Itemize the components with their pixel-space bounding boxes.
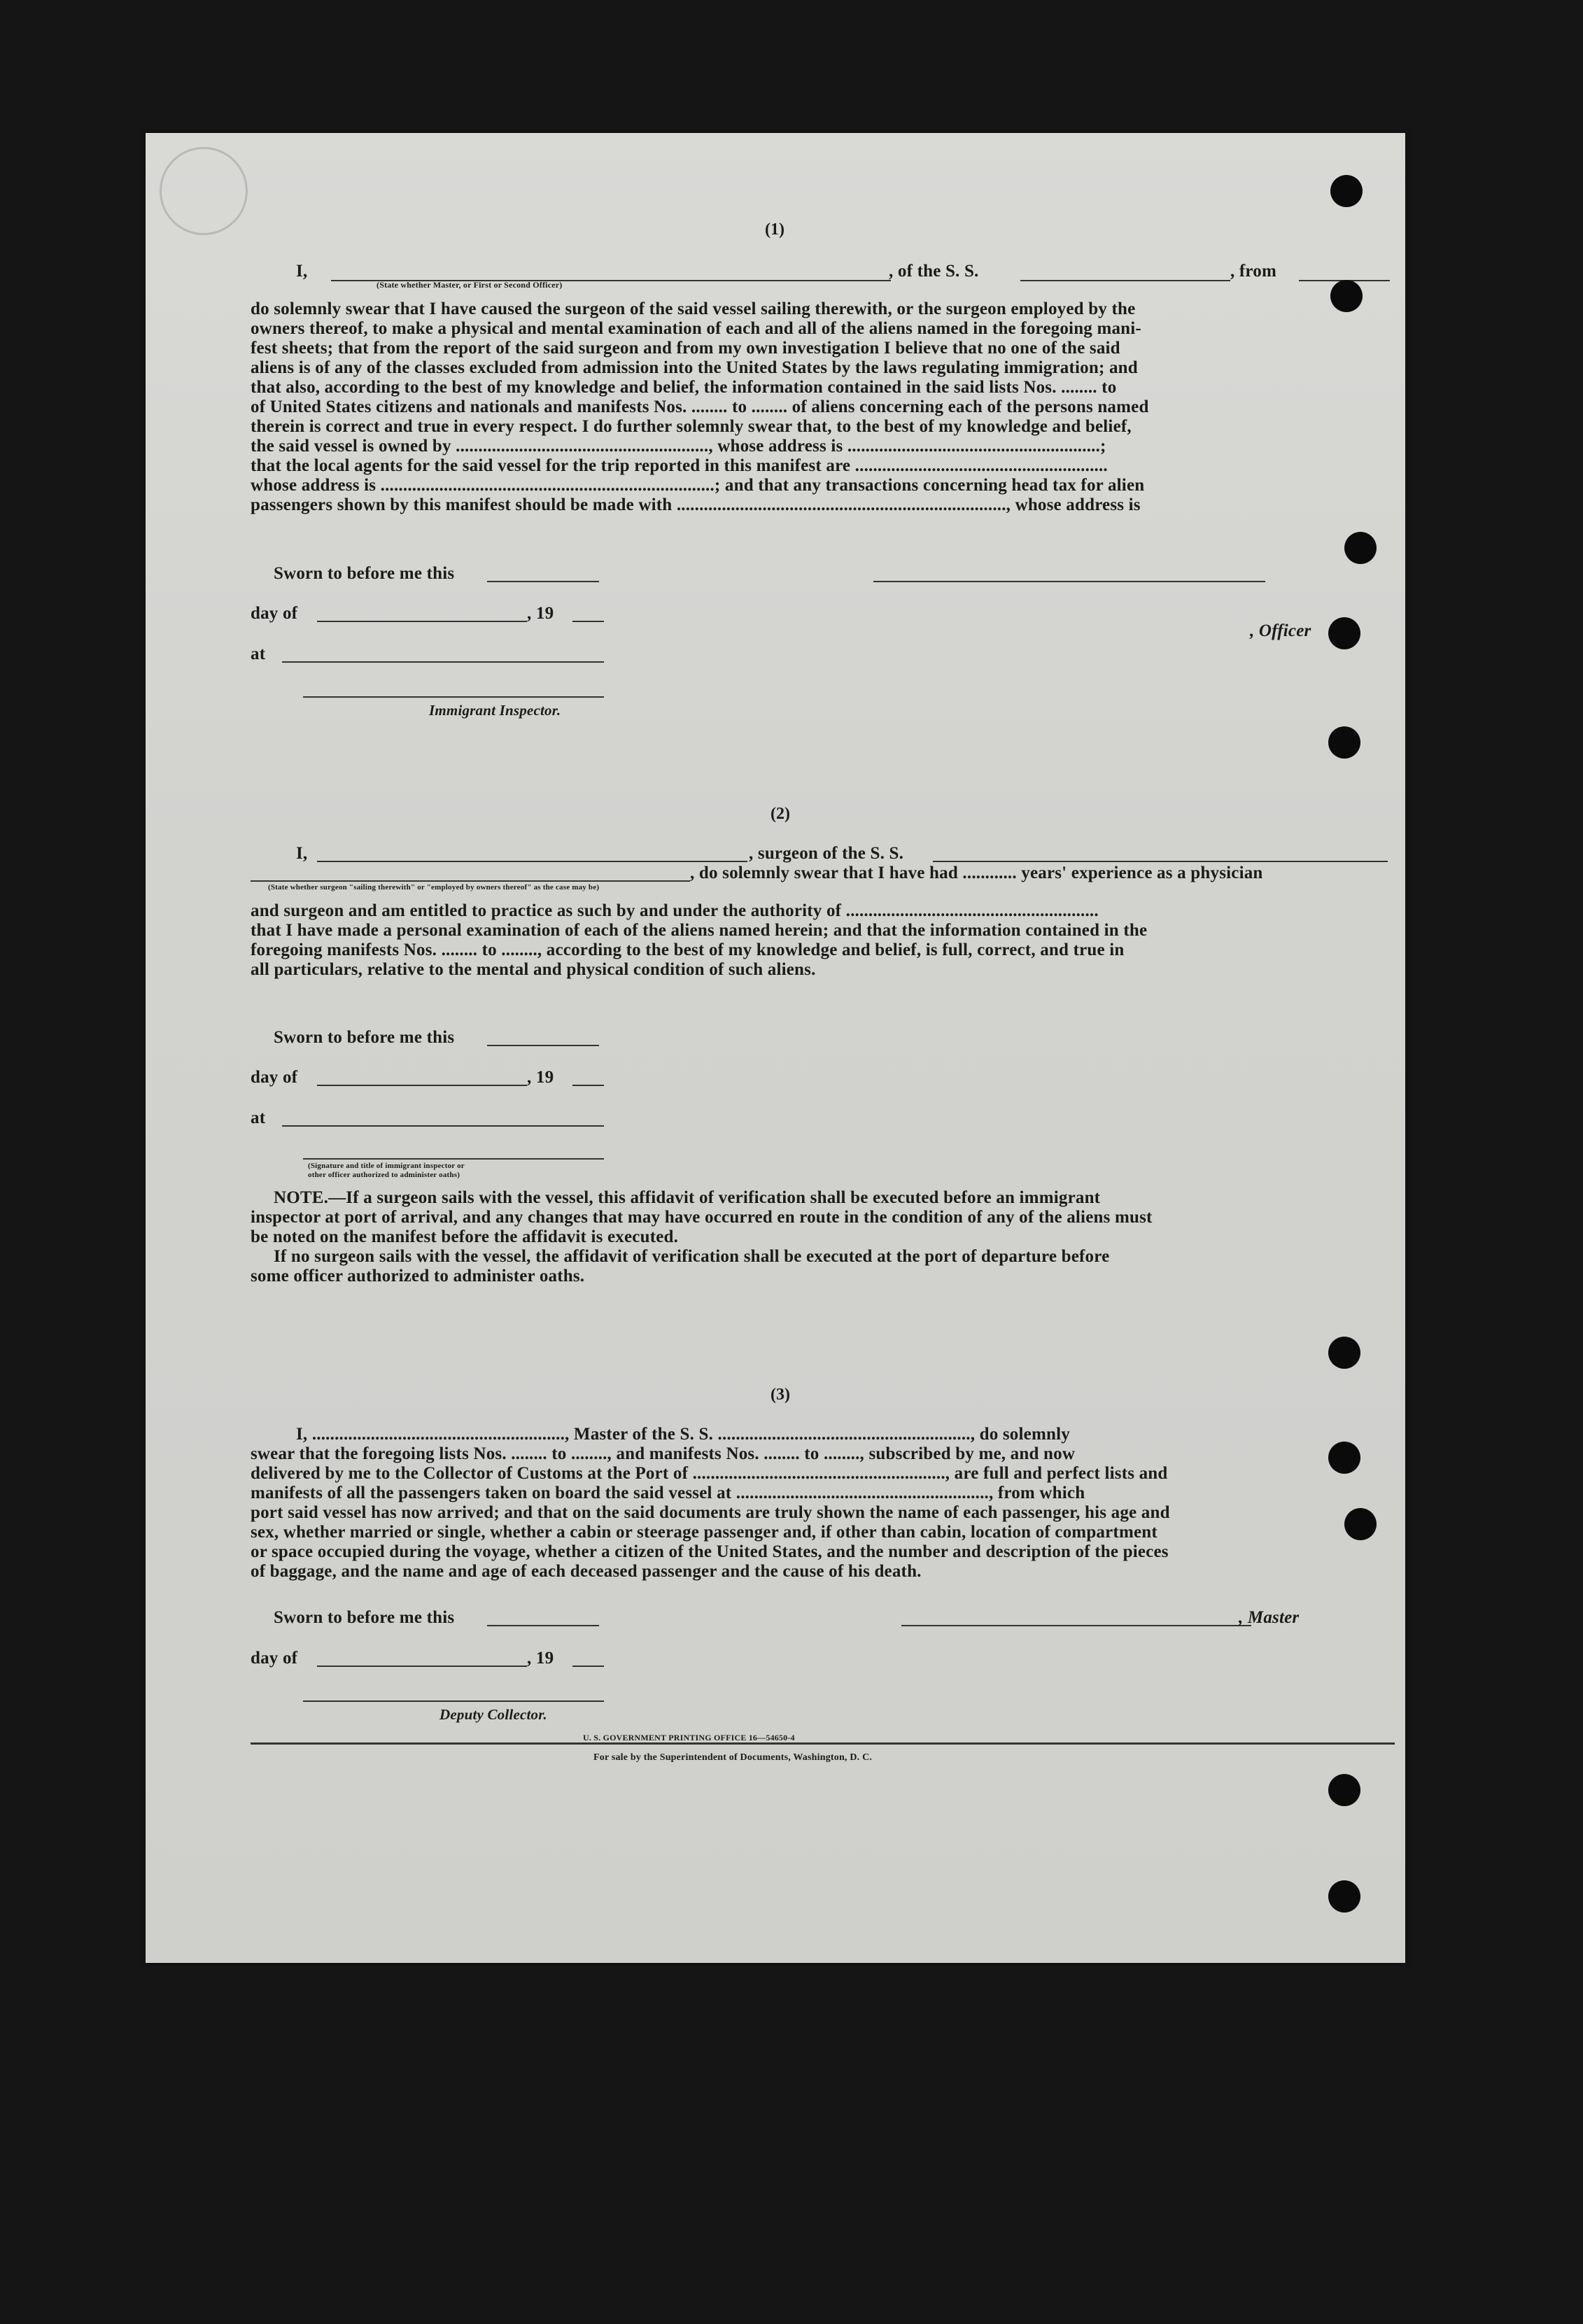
s2-note-label: NOTE. [274,1188,329,1207]
s3-master-signature-line[interactable] [901,1625,1251,1626]
binder-hole [1328,617,1360,649]
s3-deputy-line[interactable] [303,1700,604,1702]
s2-oath-surgeon: , surgeon of the S. S. [749,844,904,863]
s2-line-1: and surgeon and am entitled to practice as such by and under the authority of ........................................................ [251,901,1099,920]
s1-line-7: therein is correct and true in every respect. I do further solemnly swear that, to the best of my knowledge and belief, [251,417,1132,436]
s3-line-7: or space occupied during the voyage, whether a citizen of the United States, and the number and description of the pieces [251,1542,1169,1561]
s3-sworn-line[interactable] [487,1625,599,1626]
s3-line-4: manifests of all the passengers taken on board the said vessel at ........................................................, from which [251,1484,1085,1502]
s2-line-solemn: , do solemnly swear that I have had ............ years' experience as a physician [690,864,1263,882]
binder-hole [1344,1508,1377,1540]
s3-year-label: , 19 [527,1649,554,1668]
binder-hole [1328,1774,1360,1806]
s3-year-line[interactable] [572,1665,604,1667]
s1-line-11: passengers shown by this manifest should be made with ........................................................................., whose address is [251,495,1141,514]
faint-stamp-mark [160,147,248,235]
s2-sworn-label: Sworn to before me this [274,1028,455,1047]
s3-line-1: I, ........................................................, Master of the S. S. ........................................................, do solemnly [296,1425,1070,1444]
s2-sworn-line[interactable] [487,1045,599,1046]
s1-year-line[interactable] [572,621,604,622]
s3-line-3: delivered by me to the Collector of Customs at the Port of ........................................................, are full and perfect lists and [251,1464,1168,1483]
binder-hole [1328,1880,1360,1913]
binder-hole [1344,532,1377,564]
s2-signature-note-2: other officer authorized to administer oaths) [308,1171,460,1179]
s1-oath-of-ss: , of the S. S. [889,262,979,281]
s3-day-line[interactable] [317,1665,527,1667]
s1-vessel-name-line[interactable] [1020,280,1230,281]
s1-at-line[interactable] [282,661,604,663]
s3-sworn-label: Sworn to before me this [274,1608,455,1627]
s1-line-2: owners thereof, to make a physical and mental examination of each and all of the aliens named in the foregoing mani- [251,319,1141,338]
s1-oath-note: (State whether Master, or First or Second Officer) [377,280,563,290]
binder-hole [1328,726,1360,759]
section-2-number: (2) [771,805,790,823]
s3-line-2: swear that the foregoing lists Nos. ........ to ........, and manifests Nos. ........ to ........, subscribed by me, and now [251,1444,1076,1463]
s2-surgeon-name-line[interactable] [317,861,747,862]
s1-line-6: of United States citizens and nationals and manifests Nos. ........ to ........ of aliens concerning each of the persons named [251,397,1149,416]
s3-day-label: day of [251,1649,298,1668]
s1-line-10: whose address is ..........................................................................; and that any transactions concerning head tax for alien [251,476,1145,495]
s2-note-line-2: inspector at port of arrival, and any changes that may have occurred en route in the condition of any of the aliens must [251,1208,1153,1227]
footer-rule [251,1742,1395,1745]
binder-hole [1330,280,1363,312]
section-3-number: (3) [771,1386,790,1404]
binder-hole [1330,175,1363,207]
s2-note-line-3: be noted on the manifest before the affidavit is executed. [251,1227,679,1246]
s1-inspector-label: Immigrant Inspector. [429,702,561,719]
s1-line-8: the said vessel is owned by ........................................................, whose address is ........................................................; [251,437,1106,456]
footer-gpo: U. S. GOVERNMENT PRINTING OFFICE 16—54650-4 [583,1733,795,1742]
s1-line-4: aliens is of any of the classes excluded from admission into the United States by the laws regulating immigration; and [251,358,1138,377]
s2-line-3: foregoing manifests Nos. ........ to ........, according to the best of my knowledge and belief, is full, correct, and true in [251,941,1125,959]
s1-line-5: that also, according to the best of my knowledge and belief, the information contained in the said lists Nos. ........ to [251,378,1117,397]
s1-oath-i: I, [296,262,308,281]
s1-oath-from: , from [1230,262,1276,281]
s1-line-9: that the local agents for the said vessel for the trip reported in this manifest are ........................................................ [251,456,1108,475]
s1-line-1: do solemnly swear that I have caused the surgeon of the said vessel sailing therewith, or the surgeon employed by the [251,300,1136,318]
binder-hole [1328,1442,1360,1474]
s3-deputy-label: Deputy Collector. [439,1706,547,1723]
s1-sworn-line[interactable] [487,581,599,582]
s2-note-line-5: some officer authorized to administer oaths. [251,1267,585,1286]
s2-line-2: that I have made a personal examination of each of the aliens named herein; and that the information contained in the [251,921,1148,940]
s3-line-8: of baggage, and the name and age of each deceased passenger and the cause of his death. [251,1562,922,1581]
s2-signature-note-1: (Signature and title of immigrant inspector or [308,1162,465,1170]
s3-master-label: , Master [1239,1608,1300,1627]
s2-sailing-status-line[interactable] [251,880,690,882]
binder-hole [1328,1337,1360,1369]
s3-line-6: sex, whether married or single, whether a cabin or steerage passenger and, if other than cabin, location of compartment [251,1523,1158,1542]
footer-sale: For sale by the Superintendent of Documents, Washington, D. C. [593,1752,873,1763]
s2-line-4: all particulars, relative to the mental and physical condition of such aliens. [251,960,816,979]
document-page [146,133,1405,1963]
section-1-number: (1) [765,220,785,239]
s2-sailing-note: (State whether surgeon "sailing therewith" or "employed by owners thereof" as the case may be) [268,883,600,892]
s2-signature-line[interactable] [303,1158,604,1160]
s1-day-label: day of [251,604,298,623]
s2-note-text-1: —If a surgeon sails with the vessel, this affidavit of verification shall be executed before an immigrant [328,1188,1101,1207]
s1-year-label: , 19 [527,604,554,623]
s2-at-line[interactable] [282,1125,604,1127]
s1-inspector-line[interactable] [303,696,604,698]
s1-officer-label: , Officer [1250,621,1311,640]
s1-sworn-label: Sworn to before me this [274,564,455,583]
s2-note-line-4: If no surgeon sails with the vessel, the affidavit of verification shall be executed at the port of departure before [274,1247,1110,1266]
s2-at-label: at [251,1108,266,1127]
s2-oath-i: I, [296,844,308,863]
s2-year-line[interactable] [572,1085,604,1086]
s1-day-line[interactable] [317,621,527,622]
s1-line-3: fest sheets; that from the report of the said surgeon and from my own investigation I believe that no one of the said [251,339,1120,358]
s2-year-label: , 19 [527,1068,554,1087]
s2-day-line[interactable] [317,1085,527,1086]
s2-note-line-1 [274,1188,1100,1209]
s1-officer-signature-line[interactable] [873,581,1265,582]
s3-line-5: port said vessel has now arrived; and that on the said documents are truly shown the name of each passenger, his age and [251,1503,1170,1522]
s2-day-label: day of [251,1068,298,1087]
s2-vessel-name-line[interactable] [933,861,1388,862]
s1-at-label: at [251,645,266,663]
